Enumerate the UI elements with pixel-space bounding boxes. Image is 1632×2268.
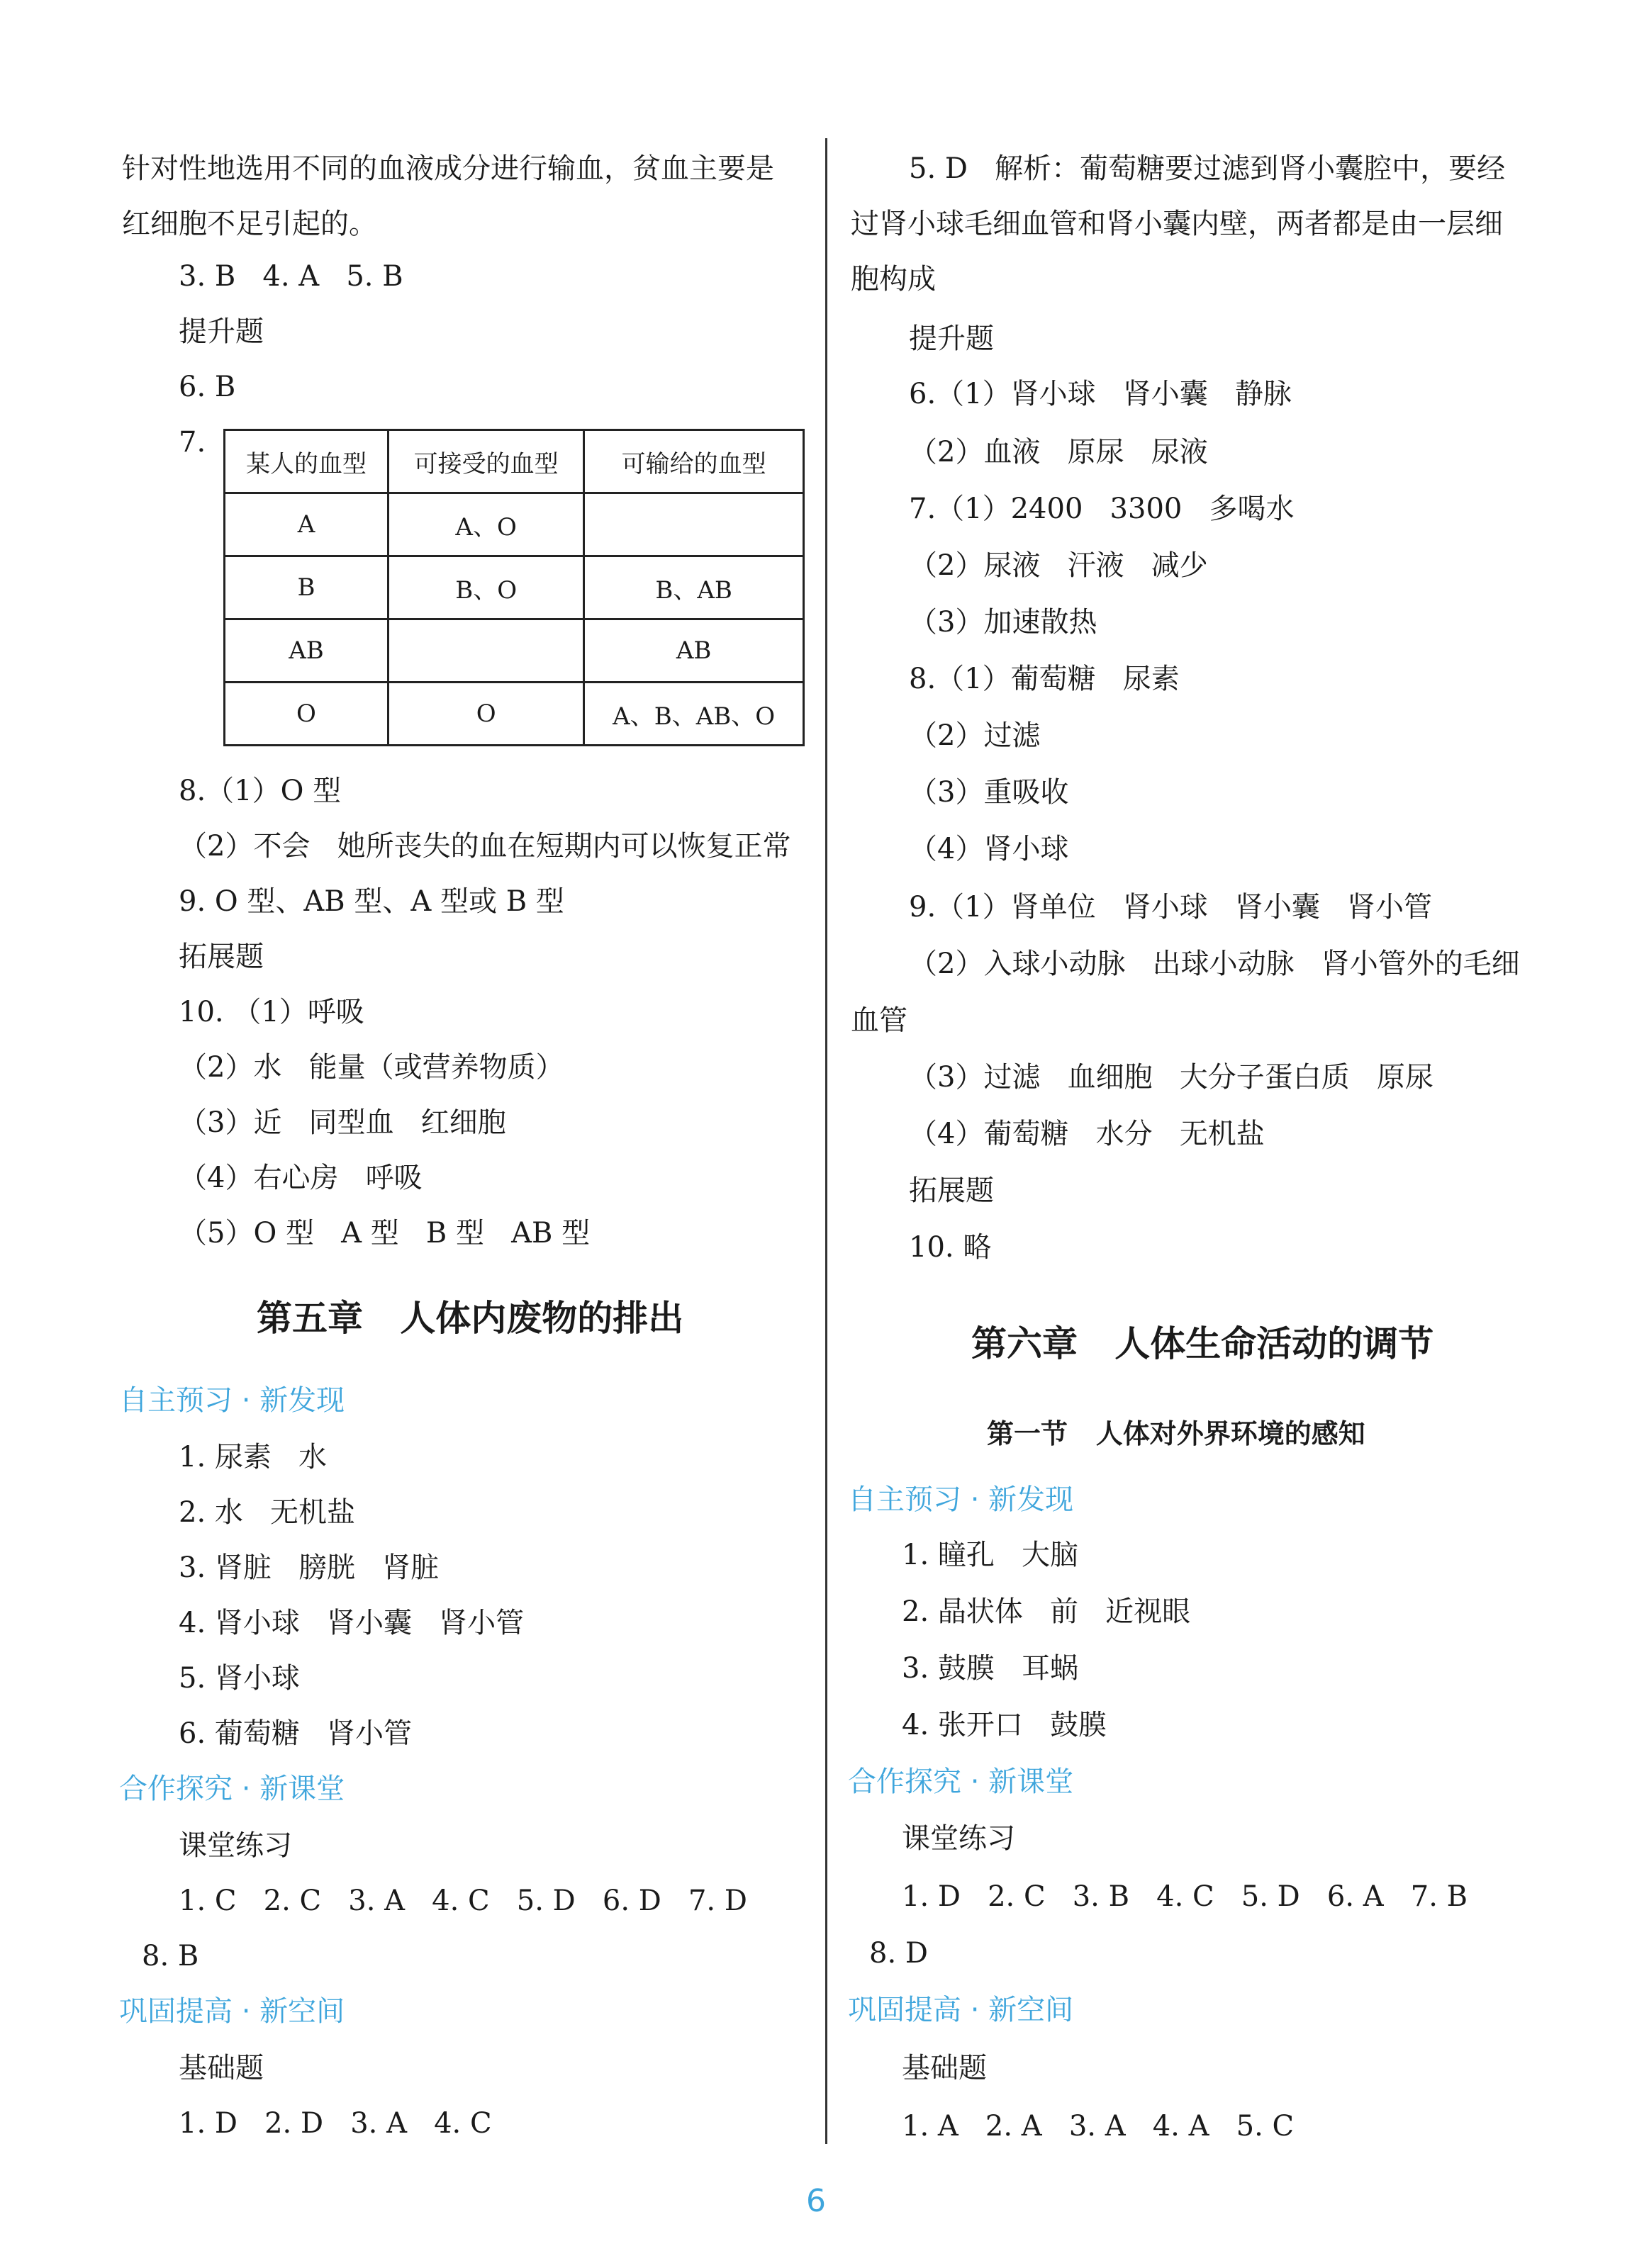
column-divider [825, 138, 827, 2144]
answer-line: （2）血液 原尿 尿液 [909, 436, 1208, 468]
answer-line: 2. 晶状体 前 近视眼 [902, 1595, 1191, 1628]
section-heading: 自主预习 · 新发现 [119, 1384, 345, 1417]
table-cell: A [225, 493, 389, 556]
answer-line: 9. O 型、AB 型、A 型或 B 型 [179, 885, 564, 918]
answer-line: （4）肾小球 [909, 833, 1069, 865]
answer-line: （2）入球小动脉 出球小动脉 肾小管外的毛细 [909, 948, 1520, 980]
subheading: 拓展题 [909, 1174, 994, 1207]
subheading: 提升题 [179, 315, 264, 348]
answer-line: （2）水 能量（或营养物质） [179, 1051, 564, 1084]
table-cell: AB [584, 619, 804, 683]
table-cell [584, 493, 804, 556]
answer-line: （5）O 型 A 型 B 型 AB 型 [179, 1217, 591, 1250]
table-cell: A、B、AB、O [584, 683, 804, 746]
answer-line: 1. D 2. D 3. A 4. C [179, 2107, 492, 2140]
table-header-row [225, 430, 804, 493]
table-cell: A、O [388, 493, 583, 556]
table-header: 某人的血型 [225, 430, 389, 493]
answer-line: 6. B [179, 371, 236, 403]
subsection-title: 第一节 人体对外界环境的感知 [987, 1418, 1365, 1449]
section-heading: 巩固提高 · 新空间 [848, 1994, 1074, 2026]
subheading: 拓展题 [179, 941, 264, 973]
chapter-title: 第六章 人体生命活动的调节 [971, 1323, 1434, 1364]
table-cell: AB [225, 619, 389, 683]
answer-line: 3. 肾脏 膀胱 肾脏 [179, 1551, 440, 1584]
page-number: 6 [806, 2183, 826, 2219]
answer-line: 8.（1）葡萄糖 尿素 [909, 663, 1180, 695]
subheading: 课堂练习 [179, 1829, 292, 1862]
answer-line: 8. D [869, 1937, 928, 1970]
table-cell: B [225, 556, 389, 619]
answer-line: （4）右心房 呼吸 [179, 1162, 423, 1194]
answer-line: 1. D 2. C 3. B 4. C 5. D 6. A 7. B [902, 1880, 1468, 1913]
answer-line: 3. 鼓膜 耳蜗 [902, 1652, 1079, 1685]
subheading: 提升题 [909, 322, 994, 355]
chapter-title: 第五章 人体内废物的排出 [257, 1298, 684, 1339]
section-heading: 自主预习 · 新发现 [848, 1483, 1074, 1516]
table-cell: O [388, 683, 583, 746]
answer-line: 2. 水 无机盐 [179, 1496, 356, 1529]
subheading: 基础题 [179, 2052, 264, 2084]
section-heading: 合作探究 · 新课堂 [119, 1773, 345, 1805]
answer-line: 10. （1）呼吸 [179, 996, 364, 1028]
text-line: 红细胞不足引起的。 [122, 208, 377, 240]
answer-line: 7. [179, 426, 206, 459]
answer-line: 1. A 2. A 3. A 4. A 5. C [902, 2110, 1295, 2143]
table-cell [388, 619, 583, 683]
subheading: 基础题 [902, 2052, 987, 2084]
answer-line: 10. 略 [909, 1231, 992, 1264]
answer-line: 1. 瞳孔 大脑 [902, 1539, 1079, 1571]
table-header: 可接受的血型 [388, 430, 583, 493]
answer-line: 9.（1）肾单位 肾小球 肾小囊 肾小管 [909, 891, 1433, 924]
text-line: 血管 [851, 1004, 907, 1037]
section-heading: 巩固提高 · 新空间 [119, 1995, 345, 2028]
answer-line: （4）葡萄糖 水分 无机盐 [909, 1118, 1265, 1150]
table-cell: B、AB [584, 556, 804, 619]
answer-line: 5. 肾小球 [179, 1662, 300, 1695]
section-heading: 合作探究 · 新课堂 [848, 1765, 1074, 1798]
answer-line: 7.（1）2400 3300 多喝水 [909, 493, 1295, 525]
answer-line: （2）过滤 [909, 719, 1041, 752]
subheading: 课堂练习 [902, 1822, 1015, 1855]
table-row [225, 683, 804, 746]
answer-line: （2）尿液 汗液 减少 [909, 549, 1208, 582]
answer-line: 5. D 解析：葡萄糖要过滤到肾小囊腔中，要经 [909, 152, 1506, 185]
text-line: 胞构成 [851, 263, 936, 296]
answer-line: 1. C 2. C 3. A 4. C 5. D 6. D 7. D [179, 1885, 747, 1917]
table-cell: O [225, 683, 389, 746]
answer-line: 6.（1）肾小球 肾小囊 静脉 [909, 378, 1292, 410]
table-row [225, 493, 804, 556]
answer-line: （3）近 同型血 红细胞 [179, 1106, 506, 1139]
text-line: 针对性地选用不同的血液成分进行输血，贫血主要是 [122, 152, 774, 185]
answer-line: 4. 肾小球 肾小囊 肾小管 [179, 1607, 525, 1639]
table-row [225, 556, 804, 619]
answer-line: 8. B [142, 1940, 199, 1972]
answer-line: （3）过滤 血细胞 大分子蛋白质 原尿 [909, 1061, 1433, 1094]
table-cell: B、O [388, 556, 583, 619]
answer-line: （3）重吸收 [909, 776, 1069, 809]
answer-line: 3. B 4. A 5. B [179, 260, 403, 293]
answer-line: 6. 葡萄糖 肾小管 [179, 1717, 413, 1750]
blood-type-table [223, 429, 805, 746]
answer-line: 8.（1）O 型 [179, 775, 342, 807]
table-row [225, 619, 804, 683]
answer-line: （3）加速散热 [909, 606, 1097, 639]
table-header: 可输给的血型 [584, 430, 804, 493]
text-line: 过肾小球毛细血管和肾小囊内壁，两者都是由一层细 [851, 208, 1503, 240]
answer-line: 4. 张开口 鼓膜 [902, 1709, 1107, 1741]
answer-line: 1. 尿素 水 [179, 1441, 328, 1473]
answer-line: （2）不会 她所丧失的血在短期内可以恢复正常 [179, 830, 791, 863]
